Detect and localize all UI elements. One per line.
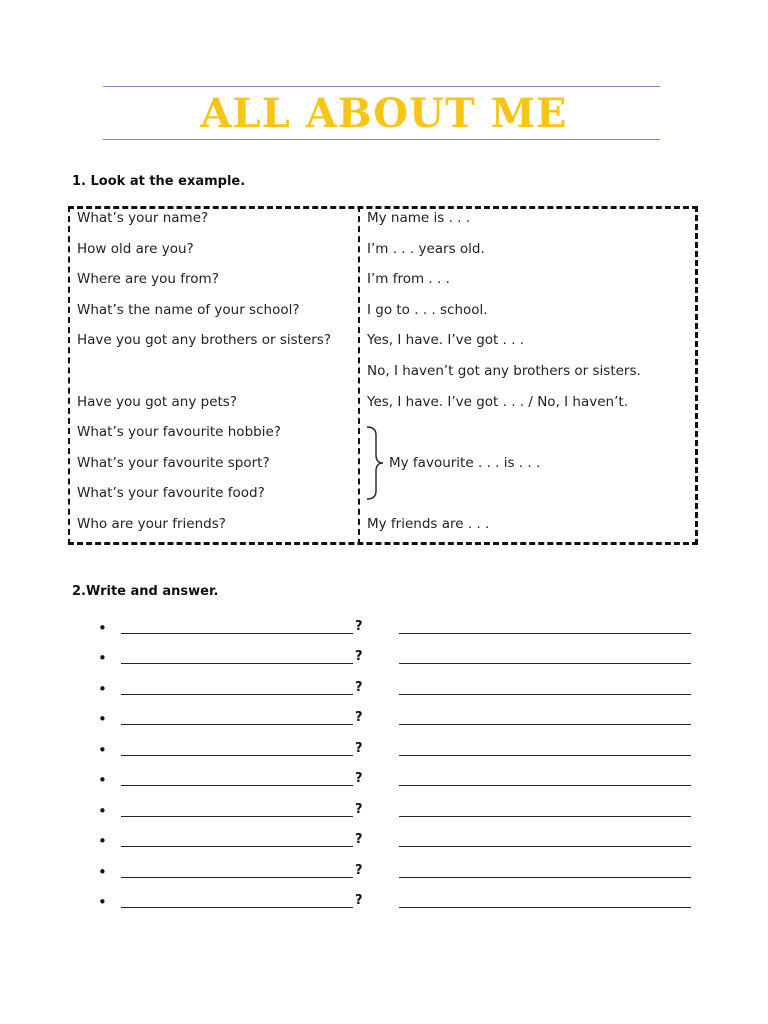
- answer-blank-line[interactable]: [399, 846, 691, 847]
- question-siblings: Have you got any brothers or sisters?: [77, 332, 332, 348]
- answer-favourite: My favourite . . . is . . .: [389, 455, 541, 471]
- answer-blank-line[interactable]: [399, 785, 691, 786]
- answer-siblings-no: No, I haven’t got any brothers or sisters.: [367, 363, 641, 379]
- bullet: •: [98, 832, 107, 850]
- question-mark: ?: [355, 893, 363, 908]
- answer-school: I go to . . . school.: [367, 302, 488, 318]
- answer-blank-line[interactable]: [399, 694, 691, 695]
- answer-blank-line[interactable]: [399, 755, 691, 756]
- question-food: What’s your favourite food?: [77, 485, 265, 501]
- answer-age: I’m . . . years old.: [367, 241, 485, 257]
- question-name: What’s your name?: [77, 210, 209, 226]
- section-1-heading: 1. Look at the example.: [72, 174, 246, 189]
- bullet: •: [98, 771, 107, 789]
- answer-blank-line[interactable]: [399, 907, 691, 908]
- question-mark: ?: [355, 741, 363, 756]
- curly-brace-icon: [364, 425, 386, 501]
- question-from: Where are you from?: [77, 271, 219, 287]
- question-mark: ?: [355, 649, 363, 664]
- question-mark: ?: [355, 710, 363, 725]
- question-blank-line[interactable]: [121, 724, 353, 725]
- bullet: •: [98, 863, 107, 881]
- answer-from: I’m from . . .: [367, 271, 450, 287]
- question-blank-line[interactable]: [121, 846, 353, 847]
- bullet: •: [98, 741, 107, 759]
- page-title: ALL ABOUT ME: [200, 90, 568, 137]
- question-blank-line[interactable]: [121, 877, 353, 878]
- answer-siblings-yes: Yes, I have. I’ve got . . .: [367, 332, 525, 348]
- answer-name: My name is . . .: [367, 210, 471, 226]
- answer-blank-line[interactable]: [399, 663, 691, 664]
- bullet: •: [98, 619, 107, 637]
- answer-blank-line[interactable]: [399, 816, 691, 817]
- bullet: •: [98, 680, 107, 698]
- question-hobbie: What’s your favourite hobbie?: [77, 424, 281, 440]
- question-mark: ?: [355, 832, 363, 847]
- question-sport: What’s your favourite sport?: [77, 455, 270, 471]
- question-blank-line[interactable]: [121, 785, 353, 786]
- question-mark: ?: [355, 680, 363, 695]
- answer-blank-line[interactable]: [399, 877, 691, 878]
- question-mark: ?: [355, 619, 363, 634]
- table-column-divider: [358, 206, 360, 545]
- question-mark: ?: [355, 802, 363, 817]
- question-blank-line[interactable]: [121, 755, 353, 756]
- question-mark: ?: [355, 771, 363, 786]
- question-friends: Who are your friends?: [77, 516, 226, 532]
- title-underline-rule: [103, 139, 660, 140]
- answer-pets: Yes, I have. I’ve got . . . / No, I haven’t.: [367, 394, 628, 410]
- bullet: •: [98, 802, 107, 820]
- bullet: •: [98, 649, 107, 667]
- bullet: •: [98, 710, 107, 728]
- question-blank-line[interactable]: [121, 907, 353, 908]
- question-school: What’s the name of your school?: [77, 302, 300, 318]
- answer-friends: My friends are . . .: [367, 516, 490, 532]
- bullet: •: [98, 893, 107, 911]
- question-age: How old are you?: [77, 241, 194, 257]
- answer-blank-line[interactable]: [399, 724, 691, 725]
- question-mark: ?: [355, 863, 363, 878]
- question-pets: Have you got any pets?: [77, 394, 237, 410]
- question-blank-line[interactable]: [121, 663, 353, 664]
- question-blank-line[interactable]: [121, 816, 353, 817]
- answer-blank-line[interactable]: [399, 633, 691, 634]
- section-2-heading: 2.Write and answer.: [72, 584, 219, 599]
- question-blank-line[interactable]: [121, 694, 353, 695]
- question-blank-line[interactable]: [121, 633, 353, 634]
